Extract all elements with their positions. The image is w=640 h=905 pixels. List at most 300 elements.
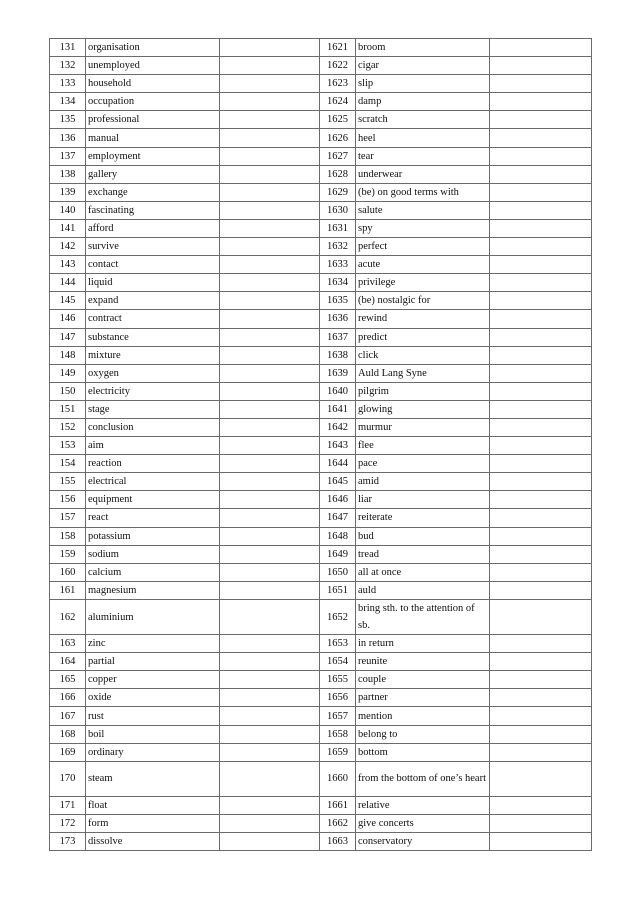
- table-row: [50, 292, 592, 310]
- left-entry-number: 171: [50, 796, 86, 814]
- right-entry-number: 1646: [320, 491, 356, 509]
- table-row: [50, 437, 592, 455]
- right-entry-blank: [490, 725, 592, 743]
- right-entry-blank: [490, 382, 592, 400]
- right-entry-number: 1649: [320, 545, 356, 563]
- left-entry-word: rust: [86, 707, 220, 725]
- left-entry-blank: [220, 761, 320, 796]
- left-entry-number: 159: [50, 545, 86, 563]
- left-entry-word: survive: [86, 238, 220, 256]
- right-entry-word: all at once: [356, 563, 490, 581]
- right-entry-number: 1638: [320, 346, 356, 364]
- left-entry-blank: [220, 725, 320, 743]
- right-entry-blank: [490, 455, 592, 473]
- left-entry-word: professional: [86, 111, 220, 129]
- table-row: [50, 796, 592, 814]
- left-entry-word: steam: [86, 761, 220, 796]
- left-entry-number: 140: [50, 201, 86, 219]
- table-row: [50, 57, 592, 75]
- table-row: [50, 93, 592, 111]
- vocabulary-table: [49, 38, 592, 851]
- table-row: [50, 238, 592, 256]
- table-row: [50, 274, 592, 292]
- left-entry-number: 144: [50, 274, 86, 292]
- left-entry-blank: [220, 418, 320, 436]
- left-entry-number: 152: [50, 418, 86, 436]
- left-entry-blank: [220, 346, 320, 364]
- right-entry-number: 1656: [320, 689, 356, 707]
- right-entry-number: 1660: [320, 761, 356, 796]
- left-entry-blank: [220, 743, 320, 761]
- left-entry-blank: [220, 75, 320, 93]
- table-row: [50, 761, 592, 796]
- left-entry-word: contract: [86, 310, 220, 328]
- left-entry-blank: [220, 796, 320, 814]
- right-entry-word: salute: [356, 201, 490, 219]
- table-row: [50, 39, 592, 57]
- right-entry-number: 1623: [320, 75, 356, 93]
- left-entry-word: occupation: [86, 93, 220, 111]
- table-row: [50, 581, 592, 599]
- left-entry-word: organisation: [86, 39, 220, 57]
- right-entry-number: 1631: [320, 219, 356, 237]
- right-entry-word: rewind: [356, 310, 490, 328]
- left-entry-word: unemployed: [86, 57, 220, 75]
- left-entry-word: household: [86, 75, 220, 93]
- right-entry-word: relative: [356, 796, 490, 814]
- right-entry-word: in return: [356, 635, 490, 653]
- left-entry-word: potassium: [86, 527, 220, 545]
- left-entry-blank: [220, 815, 320, 833]
- table-row: [50, 183, 592, 201]
- left-entry-word: oxygen: [86, 364, 220, 382]
- right-entry-number: 1648: [320, 527, 356, 545]
- left-entry-number: 137: [50, 147, 86, 165]
- right-entry-blank: [490, 57, 592, 75]
- left-entry-number: 156: [50, 491, 86, 509]
- left-entry-blank: [220, 455, 320, 473]
- right-entry-word: reunite: [356, 653, 490, 671]
- right-entry-blank: [490, 147, 592, 165]
- left-entry-number: 158: [50, 527, 86, 545]
- right-entry-blank: [490, 129, 592, 147]
- table-row: [50, 382, 592, 400]
- right-entry-blank: [490, 635, 592, 653]
- table-row: [50, 707, 592, 725]
- right-entry-word: from the bottom of one’s heart: [356, 761, 490, 796]
- right-entry-word: pace: [356, 455, 490, 473]
- left-entry-blank: [220, 545, 320, 563]
- left-entry-word: sodium: [86, 545, 220, 563]
- right-entry-word: tread: [356, 545, 490, 563]
- right-entry-word: murmur: [356, 418, 490, 436]
- left-entry-word: react: [86, 509, 220, 527]
- left-entry-blank: [220, 671, 320, 689]
- right-entry-word: amid: [356, 473, 490, 491]
- left-entry-word: partial: [86, 653, 220, 671]
- right-entry-number: 1628: [320, 165, 356, 183]
- left-entry-number: 157: [50, 509, 86, 527]
- left-entry-blank: [220, 57, 320, 75]
- right-entry-word: damp: [356, 93, 490, 111]
- left-entry-blank: [220, 165, 320, 183]
- right-entry-number: 1637: [320, 328, 356, 346]
- left-entry-blank: [220, 93, 320, 111]
- right-entry-number: 1626: [320, 129, 356, 147]
- right-entry-word: slip: [356, 75, 490, 93]
- left-entry-blank: [220, 563, 320, 581]
- left-entry-blank: [220, 183, 320, 201]
- right-entry-blank: [490, 165, 592, 183]
- table-row: [50, 165, 592, 183]
- right-entry-word: reiterate: [356, 509, 490, 527]
- right-entry-blank: [490, 671, 592, 689]
- left-entry-number: 162: [50, 599, 86, 634]
- left-entry-blank: [220, 364, 320, 382]
- table-row: [50, 418, 592, 436]
- right-entry-word: (be) on good terms with: [356, 183, 490, 201]
- right-entry-blank: [490, 815, 592, 833]
- right-entry-word: bottom: [356, 743, 490, 761]
- right-entry-number: 1641: [320, 400, 356, 418]
- right-entry-word: belong to: [356, 725, 490, 743]
- right-entry-blank: [490, 346, 592, 364]
- right-entry-word: conservatory: [356, 833, 490, 851]
- left-entry-word: fascinating: [86, 201, 220, 219]
- left-entry-number: 160: [50, 563, 86, 581]
- right-entry-word: tear: [356, 147, 490, 165]
- left-entry-word: equipment: [86, 491, 220, 509]
- right-entry-number: 1621: [320, 39, 356, 57]
- left-entry-number: 148: [50, 346, 86, 364]
- right-entry-blank: [490, 527, 592, 545]
- table-row: [50, 653, 592, 671]
- right-entry-word: auld: [356, 581, 490, 599]
- left-entry-number: 142: [50, 238, 86, 256]
- left-entry-word: aluminium: [86, 599, 220, 634]
- left-entry-number: 131: [50, 39, 86, 57]
- left-entry-word: boil: [86, 725, 220, 743]
- right-entry-blank: [490, 292, 592, 310]
- right-entry-word: liar: [356, 491, 490, 509]
- right-entry-number: 1630: [320, 201, 356, 219]
- table-row: [50, 147, 592, 165]
- right-entry-number: 1632: [320, 238, 356, 256]
- right-entry-number: 1647: [320, 509, 356, 527]
- left-entry-number: 141: [50, 219, 86, 237]
- left-entry-blank: [220, 274, 320, 292]
- right-entry-number: 1633: [320, 256, 356, 274]
- left-entry-word: substance: [86, 328, 220, 346]
- left-entry-number: 136: [50, 129, 86, 147]
- right-entry-blank: [490, 39, 592, 57]
- right-entry-blank: [490, 581, 592, 599]
- left-entry-blank: [220, 581, 320, 599]
- right-entry-word: privilege: [356, 274, 490, 292]
- table-row: [50, 635, 592, 653]
- left-entry-number: 138: [50, 165, 86, 183]
- right-entry-number: 1652: [320, 599, 356, 634]
- left-entry-word: contact: [86, 256, 220, 274]
- right-entry-blank: [490, 418, 592, 436]
- table-row: [50, 725, 592, 743]
- right-entry-blank: [490, 310, 592, 328]
- left-entry-blank: [220, 219, 320, 237]
- right-entry-word: acute: [356, 256, 490, 274]
- left-entry-word: calcium: [86, 563, 220, 581]
- left-entry-blank: [220, 707, 320, 725]
- left-entry-number: 164: [50, 653, 86, 671]
- left-entry-word: zinc: [86, 635, 220, 653]
- left-entry-word: conclusion: [86, 418, 220, 436]
- table-row: [50, 201, 592, 219]
- table-row: [50, 328, 592, 346]
- table-row: [50, 310, 592, 328]
- left-entry-number: 134: [50, 93, 86, 111]
- right-entry-word: Auld Lang Syne: [356, 364, 490, 382]
- right-entry-number: 1657: [320, 707, 356, 725]
- right-entry-number: 1642: [320, 418, 356, 436]
- right-entry-number: 1663: [320, 833, 356, 851]
- left-entry-blank: [220, 201, 320, 219]
- right-entry-word: couple: [356, 671, 490, 689]
- right-entry-blank: [490, 400, 592, 418]
- left-entry-blank: [220, 653, 320, 671]
- right-entry-blank: [490, 545, 592, 563]
- right-entry-blank: [490, 743, 592, 761]
- right-entry-word: glowing: [356, 400, 490, 418]
- left-entry-word: afford: [86, 219, 220, 237]
- left-entry-number: 165: [50, 671, 86, 689]
- right-entry-word: give concerts: [356, 815, 490, 833]
- table-row: [50, 689, 592, 707]
- right-entry-blank: [490, 364, 592, 382]
- left-entry-number: 172: [50, 815, 86, 833]
- right-entry-blank: [490, 761, 592, 796]
- left-entry-blank: [220, 473, 320, 491]
- left-entry-number: 169: [50, 743, 86, 761]
- left-entry-blank: [220, 111, 320, 129]
- left-entry-blank: [220, 382, 320, 400]
- left-entry-number: 166: [50, 689, 86, 707]
- table-row: [50, 563, 592, 581]
- left-entry-word: gallery: [86, 165, 220, 183]
- right-entry-word: perfect: [356, 238, 490, 256]
- left-entry-number: 168: [50, 725, 86, 743]
- right-entry-number: 1662: [320, 815, 356, 833]
- right-entry-word: partner: [356, 689, 490, 707]
- right-entry-number: 1629: [320, 183, 356, 201]
- right-entry-blank: [490, 599, 592, 634]
- left-entry-word: exchange: [86, 183, 220, 201]
- table-row: [50, 219, 592, 237]
- left-entry-number: 135: [50, 111, 86, 129]
- left-entry-word: float: [86, 796, 220, 814]
- left-entry-number: 163: [50, 635, 86, 653]
- right-entry-word: flee: [356, 437, 490, 455]
- left-entry-blank: [220, 400, 320, 418]
- table-row: [50, 671, 592, 689]
- left-entry-number: 153: [50, 437, 86, 455]
- right-entry-word: pilgrim: [356, 382, 490, 400]
- right-entry-blank: [490, 796, 592, 814]
- right-entry-word: mention: [356, 707, 490, 725]
- left-entry-word: aim: [86, 437, 220, 455]
- left-entry-word: electricity: [86, 382, 220, 400]
- left-entry-blank: [220, 39, 320, 57]
- left-entry-number: 149: [50, 364, 86, 382]
- left-entry-blank: [220, 599, 320, 634]
- left-entry-number: 167: [50, 707, 86, 725]
- left-entry-number: 161: [50, 581, 86, 599]
- table-row: [50, 346, 592, 364]
- table-row: [50, 364, 592, 382]
- left-entry-word: employment: [86, 147, 220, 165]
- right-entry-word: bring sth. to the attention of sb.: [356, 599, 490, 634]
- left-entry-number: 170: [50, 761, 86, 796]
- right-entry-word: click: [356, 346, 490, 364]
- left-entry-word: expand: [86, 292, 220, 310]
- right-entry-number: 1640: [320, 382, 356, 400]
- right-entry-number: 1655: [320, 671, 356, 689]
- right-entry-number: 1650: [320, 563, 356, 581]
- right-entry-number: 1624: [320, 93, 356, 111]
- right-entry-word: underwear: [356, 165, 490, 183]
- right-entry-blank: [490, 509, 592, 527]
- left-entry-blank: [220, 437, 320, 455]
- table-row: [50, 509, 592, 527]
- left-entry-number: 139: [50, 183, 86, 201]
- left-entry-blank: [220, 833, 320, 851]
- left-entry-blank: [220, 328, 320, 346]
- right-entry-word: predict: [356, 328, 490, 346]
- right-entry-blank: [490, 238, 592, 256]
- right-entry-number: 1653: [320, 635, 356, 653]
- right-entry-number: 1627: [320, 147, 356, 165]
- right-entry-blank: [490, 689, 592, 707]
- left-entry-number: 132: [50, 57, 86, 75]
- right-entry-number: 1645: [320, 473, 356, 491]
- left-entry-word: ordinary: [86, 743, 220, 761]
- table-row: [50, 75, 592, 93]
- right-entry-number: 1658: [320, 725, 356, 743]
- table-row: [50, 111, 592, 129]
- right-entry-blank: [490, 201, 592, 219]
- table-row: [50, 491, 592, 509]
- right-entry-number: 1639: [320, 364, 356, 382]
- left-entry-blank: [220, 129, 320, 147]
- table-row: [50, 256, 592, 274]
- right-entry-number: 1659: [320, 743, 356, 761]
- right-entry-blank: [490, 93, 592, 111]
- left-entry-number: 151: [50, 400, 86, 418]
- left-entry-blank: [220, 147, 320, 165]
- table-row: [50, 545, 592, 563]
- left-entry-blank: [220, 256, 320, 274]
- right-entry-number: 1654: [320, 653, 356, 671]
- left-entry-number: 154: [50, 455, 86, 473]
- left-entry-word: magnesium: [86, 581, 220, 599]
- right-entry-word: scratch: [356, 111, 490, 129]
- left-entry-number: 173: [50, 833, 86, 851]
- right-entry-number: 1643: [320, 437, 356, 455]
- left-entry-blank: [220, 689, 320, 707]
- right-entry-word: broom: [356, 39, 490, 57]
- right-entry-blank: [490, 111, 592, 129]
- right-entry-number: 1636: [320, 310, 356, 328]
- vocabulary-table-body: [50, 39, 592, 851]
- right-entry-number: 1635: [320, 292, 356, 310]
- left-entry-word: oxide: [86, 689, 220, 707]
- left-entry-word: manual: [86, 129, 220, 147]
- right-entry-number: 1651: [320, 581, 356, 599]
- right-entry-blank: [490, 328, 592, 346]
- right-entry-blank: [490, 833, 592, 851]
- right-entry-blank: [490, 256, 592, 274]
- left-entry-blank: [220, 527, 320, 545]
- left-entry-blank: [220, 509, 320, 527]
- left-entry-word: copper: [86, 671, 220, 689]
- right-entry-blank: [490, 473, 592, 491]
- left-entry-blank: [220, 238, 320, 256]
- right-entry-blank: [490, 274, 592, 292]
- left-entry-number: 155: [50, 473, 86, 491]
- left-entry-word: liquid: [86, 274, 220, 292]
- left-entry-number: 133: [50, 75, 86, 93]
- right-entry-blank: [490, 75, 592, 93]
- right-entry-blank: [490, 707, 592, 725]
- right-entry-blank: [490, 653, 592, 671]
- right-entry-number: 1634: [320, 274, 356, 292]
- left-entry-number: 145: [50, 292, 86, 310]
- right-entry-blank: [490, 219, 592, 237]
- right-entry-number: 1661: [320, 796, 356, 814]
- right-entry-word: spy: [356, 219, 490, 237]
- table-row: [50, 599, 592, 634]
- right-entry-blank: [490, 491, 592, 509]
- left-entry-word: stage: [86, 400, 220, 418]
- right-entry-word: (be) nostalgic for: [356, 292, 490, 310]
- right-entry-number: 1622: [320, 57, 356, 75]
- left-entry-number: 150: [50, 382, 86, 400]
- table-row: [50, 455, 592, 473]
- left-entry-number: 147: [50, 328, 86, 346]
- left-entry-blank: [220, 310, 320, 328]
- table-row: [50, 473, 592, 491]
- left-entry-blank: [220, 292, 320, 310]
- left-entry-word: form: [86, 815, 220, 833]
- table-row: [50, 527, 592, 545]
- left-entry-blank: [220, 635, 320, 653]
- table-row: [50, 833, 592, 851]
- right-entry-blank: [490, 563, 592, 581]
- table-row: [50, 815, 592, 833]
- table-row: [50, 743, 592, 761]
- table-row: [50, 129, 592, 147]
- left-entry-word: reaction: [86, 455, 220, 473]
- vocabulary-page: [49, 38, 591, 851]
- left-entry-word: dissolve: [86, 833, 220, 851]
- right-entry-blank: [490, 183, 592, 201]
- left-entry-word: mixture: [86, 346, 220, 364]
- right-entry-number: 1644: [320, 455, 356, 473]
- right-entry-word: cigar: [356, 57, 490, 75]
- right-entry-word: heel: [356, 129, 490, 147]
- right-entry-number: 1625: [320, 111, 356, 129]
- right-entry-word: bud: [356, 527, 490, 545]
- left-entry-word: electrical: [86, 473, 220, 491]
- left-entry-blank: [220, 491, 320, 509]
